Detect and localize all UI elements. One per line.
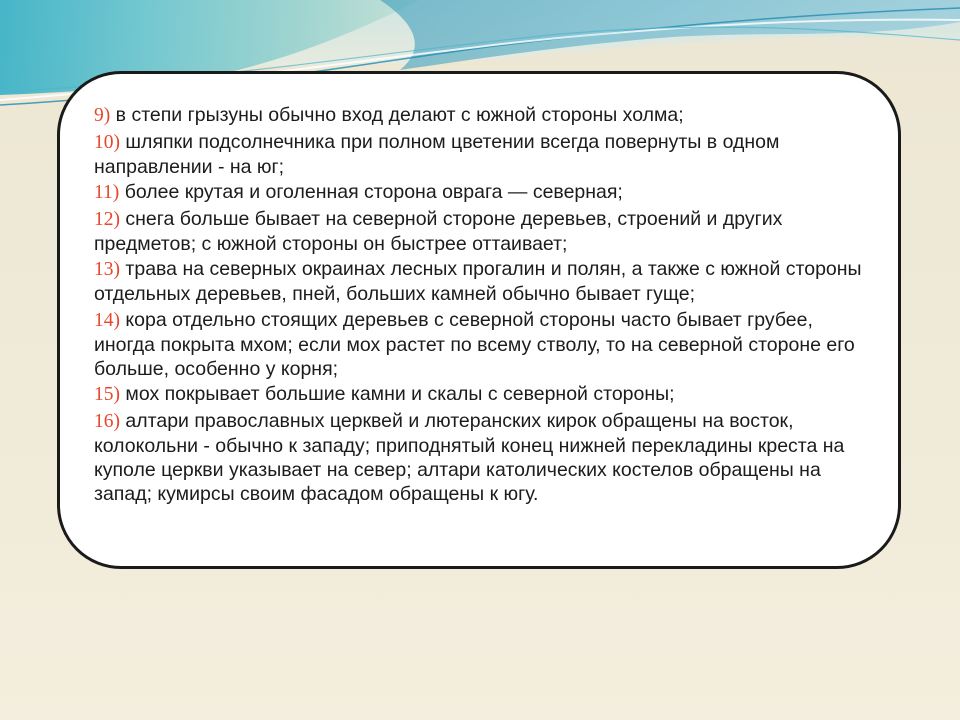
list-item [94,180,874,205]
item-number: 14) [94,309,120,331]
orientation-signs-list [94,103,874,507]
item-number: 13) [94,259,120,280]
item-text: шляпки подсолнечника при полном цветении всегда повернуты в одном направлении - на юг; [94,130,780,178]
item-text: снега больше бывает на северной стороне деревьев, строений и других предметов; с южной стороны он быстрее оттаивает; [94,207,783,255]
item-text: в степи грызуны обычно вход делают с южной стороны холма; [110,104,684,126]
item-number: 9) [94,105,111,126]
list-item [94,207,874,256]
item-number: 10) [94,131,120,153]
list-item [94,130,874,179]
list-item [94,382,874,407]
list-item [94,257,874,306]
item-text: кора отдельно стоящих деревьев с северной стороны часто бывает грубее, иногда покрыта мхом; если мох растет по всему стволу, то на северной стороне его больше, особенно у корня; [94,308,855,380]
item-number: 11) [94,182,120,203]
list-item [94,409,874,506]
item-text: алтари православных церквей и лютеранских кирок обращены на восток, колокольни - обычно к западу; приподнятый конец нижней перекладины креста на куполе церкви указывает на север; алтари католических костелов обращены на запад; кумирсы своим фасадом обращены к югу. [94,409,845,505]
item-number: 15) [94,384,120,405]
item-text: более крутая и оголенная сторона оврага — северная; [119,181,623,203]
item-text: трава на северных окраинах лесных прогалин и полян, а также с южной стороны отдельных деревьев, пней, больших камней обычно бывает гуще; [94,258,862,305]
list-item [94,308,874,381]
item-number: 16) [94,410,120,432]
list-item [94,103,874,128]
item-text: мох покрывает большие камни и скалы с северной стороны; [120,383,675,405]
item-number: 12) [94,208,120,230]
